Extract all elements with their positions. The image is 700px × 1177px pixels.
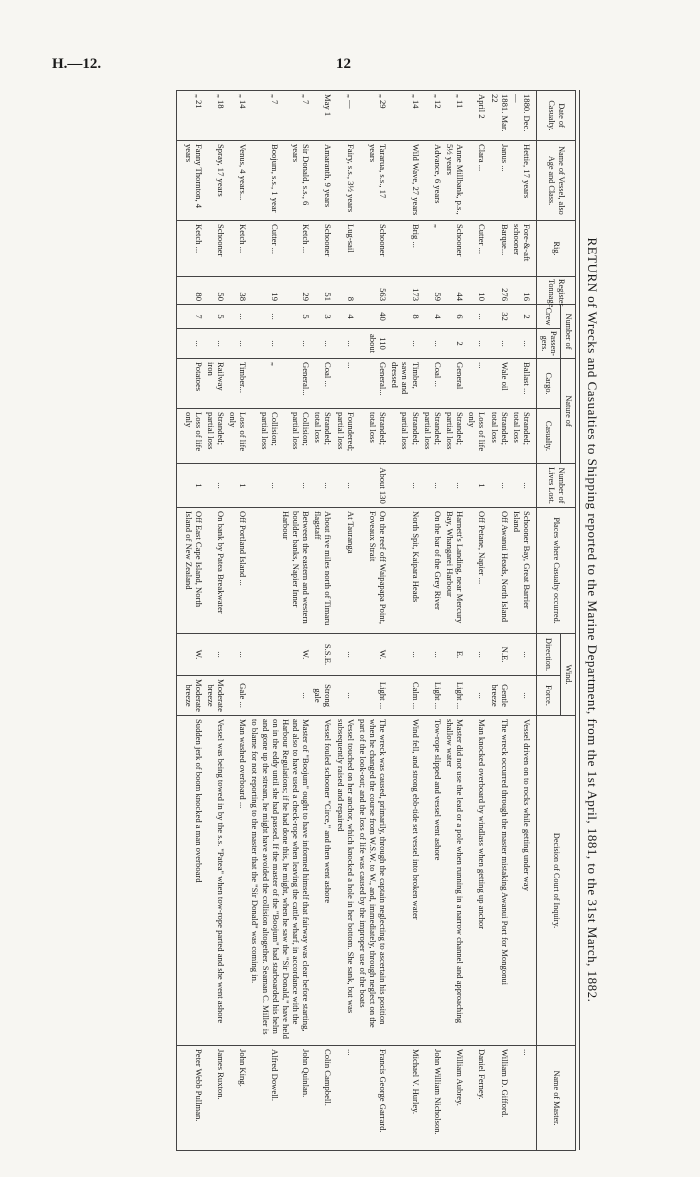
cell-decision: Wind fell, and strong ebb-tide set vessel into broken water: [389, 716, 421, 1046]
cell-tonnage: 19: [249, 277, 280, 305]
cell-direction: ...: [422, 634, 444, 676]
header-cargo: Cargo.: [536, 359, 560, 409]
cell-decision: Vessel touched on her anchor, which knocked a hole in her bottom. She sank, but was subsequently raised and repaired: [334, 716, 356, 1046]
table-row: [312, 91, 334, 1151]
cell-force: Light ...: [357, 676, 389, 716]
cell-cargo: Coal ...: [312, 359, 334, 409]
cell-tonnage: 8: [334, 277, 356, 305]
cell-cargo: General...: [357, 359, 389, 409]
cell-master: ...: [334, 1046, 356, 1151]
cell-name: Anne Millbank, p.s., 5½ years: [444, 141, 466, 221]
table-title: RETURN of Wrecks and Casualties to Shipping reported to the Marine Department, from the 1st April, 1881, to the 31st March, 1882.: [579, 90, 600, 1150]
cell-tonnage: 51: [312, 277, 334, 305]
header-wind: Wind.: [561, 634, 576, 716]
cell-cargo: „: [249, 359, 280, 409]
cell-master: Francis George Garrard.: [357, 1046, 389, 1151]
cell-lives: ...: [205, 464, 227, 508]
cell-crew: 32: [488, 305, 510, 329]
cell-cargo: General...: [281, 359, 312, 409]
cell-passengers: 110 about: [357, 329, 389, 359]
cell-date: „ 7: [281, 91, 312, 141]
cell-crew: 6: [444, 305, 466, 329]
cell-lives: ...: [389, 464, 421, 508]
cell-crew: ...: [249, 305, 280, 329]
cell-decision: The wreck occurred through the master mistaking Awanui Port for Mongonui: [488, 716, 510, 1046]
cell-tonnage: 563: [357, 277, 389, 305]
cell-direction: N.E.: [488, 634, 510, 676]
cell-casualty: Loss of life only: [227, 409, 249, 464]
cell-rig: Schooner: [357, 221, 389, 277]
cell-cargo: Ballast ...: [511, 359, 537, 409]
cell-name: Sir Donald, s.s., 6 years: [281, 141, 312, 221]
table-row: [227, 91, 249, 1151]
cell-name: Fanny Thornton, 4 years: [177, 141, 205, 221]
cell-master: Peter Webb Pullman.: [177, 1046, 205, 1151]
table-row: [511, 91, 537, 1151]
wrecks-table: [176, 90, 576, 1151]
cell-decision: Vessel was being towed in by the s.s. "Patea" when tow-rope parted and she went ashore: [205, 716, 227, 1046]
cell-force: Light ...: [444, 676, 466, 716]
cell-place: About five miles north of Timaru flagstaff: [312, 508, 334, 634]
cell-date: April 2: [466, 91, 488, 141]
cell-master: Michael V. Hurley.: [389, 1046, 421, 1151]
cell-rig: „: [422, 221, 444, 277]
cell-rig: Fore-&-aft schooner: [511, 221, 537, 277]
cell-crew: 3: [312, 305, 334, 329]
cell-master: John Quinlan.: [281, 1046, 312, 1151]
cell-tonnage: 80: [177, 277, 205, 305]
cell-tonnage: 38: [227, 277, 249, 305]
cell-direction: ...: [334, 634, 356, 676]
header-passengers: Passen-gers.: [536, 329, 560, 359]
cell-rig: Lug-sail: [334, 221, 356, 277]
cell-lives: 1: [466, 464, 488, 508]
cell-decision: The wreck was caused, primarily, through the captain neglecting to ascertain his position when he changed the course from W.S.W. to W., and, immediately, through neglect on the part of the look-out; and the loss of life was caused by the improper use of the boats: [357, 716, 389, 1046]
cell-place: On the reef off Waipapapa Point, Foveaux Strait: [357, 508, 389, 634]
cell-force: ...: [511, 676, 537, 716]
cell-crew: 5: [281, 305, 312, 329]
cell-rig: Schooner: [205, 221, 227, 277]
cell-lives: About 130: [357, 464, 389, 508]
cell-direction: W.: [357, 634, 389, 676]
table-row: [281, 91, 312, 1151]
cell-tonnage: 59: [422, 277, 444, 305]
cell-cargo: Potatoes: [177, 359, 205, 409]
cell-lives: 1: [227, 464, 249, 508]
cell-lives: ...: [281, 464, 312, 508]
cell-name: Hettie, 17 years: [511, 141, 537, 221]
cell-force: Light ...: [422, 676, 444, 716]
cell-casualty: Stranded; partial loss: [205, 409, 227, 464]
cell-tonnage: 173: [389, 277, 421, 305]
cell-rig: Schooner: [444, 221, 466, 277]
cell-name: Janus ...: [488, 141, 510, 221]
cell-force: ...: [466, 676, 488, 716]
cell-passengers: ...: [488, 329, 510, 359]
cell-place: North Spit, Kaipara Heads: [389, 508, 421, 634]
table-row: [334, 91, 356, 1151]
cell-date: „ —: [334, 91, 356, 141]
cell-lives: ...: [444, 464, 466, 508]
cell-tonnage: 276: [488, 277, 510, 305]
header-number-of: Number of: [561, 305, 576, 359]
cell-casualty: Loss of life only: [177, 409, 205, 464]
cell-decision: Vessel fouled schooner "Circe," and then went ashore: [312, 716, 334, 1046]
cell-name: Clara ...: [466, 141, 488, 221]
table-row: [444, 91, 466, 1151]
cell-direction: E.: [444, 634, 466, 676]
cell-decision: Man knocked overboard by windlass when getting up anchor: [466, 716, 488, 1046]
page-number: 12: [336, 56, 351, 72]
cell-casualty: Stranded; total loss: [357, 409, 389, 464]
cell-cargo: ...: [466, 359, 488, 409]
header-place: Places where Casualty occurred.: [536, 508, 575, 634]
cell-place: Schooner Bay, Great Barrier Island: [511, 508, 537, 634]
cell-decision: Master of "Boojum" ought to have informed himself that fairway was clear before starting, and also to have used a check-rope when leaving the cattle wharf, in accordance with the Harbour Regulations; if he had done this, he might, when he saw the "Sir Donald," have held on in the eddy until she had passed. If the master of the "Boojum" had starboarded his helm and gone up the stream, he might have avoided the collision altogether. Seaman C. Miller is to blame for not reporting to the master that the "Sir Donald" was coming in.: [249, 716, 312, 1046]
cell-lives: ...: [312, 464, 334, 508]
cell-place: Off East Cape Island, North Island of New Zealand: [177, 508, 205, 634]
cell-passengers: ...: [205, 329, 227, 359]
cell-direction: ...: [389, 634, 421, 676]
cell-cargo: Railway iron: [205, 359, 227, 409]
cell-decision: Tow-rope slipped and vessel went ashore: [422, 716, 444, 1046]
header-lives-lost: Number of Lives Lost.: [536, 464, 575, 508]
cell-cargo: ...: [334, 359, 356, 409]
cell-passengers: ...: [422, 329, 444, 359]
cell-casualty: Collision; partial loss: [281, 409, 312, 464]
cell-tonnage: 44: [444, 277, 466, 305]
header-crew: Crew: [536, 305, 560, 329]
cell-crew: 2: [511, 305, 537, 329]
cell-date: „ 14: [227, 91, 249, 141]
cell-rig: Ketch ...: [227, 221, 249, 277]
cell-cargo: Wale oil: [488, 359, 510, 409]
cell-lives: 1: [177, 464, 205, 508]
cell-passengers: ...: [177, 329, 205, 359]
table-row: [205, 91, 227, 1151]
cell-lives: ...: [422, 464, 444, 508]
cell-decision: Man washed overboard ...: [227, 716, 249, 1046]
cell-cargo: Timber...: [227, 359, 249, 409]
cell-crew: 7: [177, 305, 205, 329]
header-nature-of: Nature of: [561, 359, 576, 464]
cell-place: Off Awanui Heads, North Island: [488, 508, 510, 634]
cell-date: 1881. Mar. 22: [488, 91, 510, 141]
cell-force: ...: [334, 676, 356, 716]
cell-cargo: Timber, sawn and dressed: [389, 359, 421, 409]
cell-name: Amaranth, 9 years: [312, 141, 334, 221]
cell-name: Venus, 4 years...: [227, 141, 249, 221]
table-row: [357, 91, 389, 1151]
header-tonnage: Register Tonnage.: [536, 277, 575, 305]
cell-name: Tararua, s.s., 17 years: [357, 141, 389, 221]
cell-master: James Ruxton.: [205, 1046, 227, 1151]
header-direction: Direction.: [536, 634, 560, 676]
cell-date: „ 14: [389, 91, 421, 141]
cell-casualty: Stranded; partial loss: [444, 409, 466, 464]
cell-master: Alfred Dowell.: [249, 1046, 280, 1151]
cell-direction: ...: [511, 634, 537, 676]
cell-place: On the bar of the Grey River: [422, 508, 444, 634]
cell-direction: ...: [205, 634, 227, 676]
cell-tonnage: 29: [281, 277, 312, 305]
cell-casualty: Foundered; partial loss: [334, 409, 356, 464]
cell-passengers: ...: [312, 329, 334, 359]
table-row: [466, 91, 488, 1151]
cell-direction: W.: [249, 634, 312, 676]
cell-direction: W.: [177, 634, 205, 676]
cell-name: Fairy, s.s., 3½ years: [334, 141, 356, 221]
cell-direction: ...: [227, 634, 249, 676]
header-date: Date of Casualty.: [536, 91, 575, 141]
cell-master: William D. Gifford.: [488, 1046, 510, 1151]
cell-tonnage: 10: [466, 277, 488, 305]
table-row: [389, 91, 421, 1151]
cell-force: Gentle breeze: [488, 676, 510, 716]
cell-date: „ 11: [444, 91, 466, 141]
cell-master: Colin Campbell.: [312, 1046, 334, 1151]
cell-rig: Brig ...: [389, 221, 421, 277]
cell-cargo: Coal ...: [422, 359, 444, 409]
cell-decision: Vessel driven on to rocks while getting under way: [511, 716, 537, 1046]
cell-date: 1880. Dec. —: [511, 91, 537, 141]
cell-tonnage: 16: [511, 277, 537, 305]
cell-passengers: ...: [511, 329, 537, 359]
cell-rig: Cutter ...: [466, 221, 488, 277]
cell-passengers: ...: [281, 329, 312, 359]
table-row: [422, 91, 444, 1151]
cell-master: John King.: [227, 1046, 249, 1151]
header-rig: Rig.: [536, 221, 575, 277]
header-decision: Decision of Court of Inquiry.: [536, 716, 575, 1046]
cell-name: Boojum, s.s., 1 year: [249, 141, 280, 221]
cell-force: Moderate breeze: [205, 676, 227, 716]
cell-place: At Tauranga: [334, 508, 356, 634]
cell-master: Daniel Ferney.: [466, 1046, 488, 1151]
cell-name: Spray, 17 years: [205, 141, 227, 221]
cell-crew: 40: [357, 305, 389, 329]
cell-force: Gale ...: [227, 676, 249, 716]
cell-rig: Ketch ...: [177, 221, 205, 277]
table-row: [177, 91, 205, 1151]
cell-date: „ 7: [249, 91, 280, 141]
cell-tonnage: 50: [205, 277, 227, 305]
cell-place: Harnett's Landing, near Mercury Bay, Whangarei Harbour: [444, 508, 466, 634]
cell-master: ...: [511, 1046, 537, 1151]
header-casualty: Casualty.: [536, 409, 560, 464]
cell-lives: ...: [334, 464, 356, 508]
cell-casualty: Stranded; partial loss: [422, 409, 444, 464]
cell-date: „ 12: [422, 91, 444, 141]
cell-rig: Cutter ...: [249, 221, 280, 277]
cell-lives: ...: [488, 464, 510, 508]
cell-name: Wild Wave, 27 years: [389, 141, 421, 221]
cell-date: „ 29: [357, 91, 389, 141]
cell-crew: 4: [334, 305, 356, 329]
cell-lives: ...: [249, 464, 280, 508]
cell-force: Calm ...: [389, 676, 421, 716]
cell-force: ...: [249, 676, 312, 716]
cell-lives: ...: [511, 464, 537, 508]
cell-rig: Ketch ...: [281, 221, 312, 277]
header-master: Name of Master.: [536, 1046, 575, 1151]
cell-place: Off Portland Island ...: [227, 508, 249, 634]
cell-casualty: Loss of life only: [466, 409, 488, 464]
cell-passengers: ...: [389, 329, 421, 359]
cell-force: Strong gale: [312, 676, 334, 716]
cell-passengers: ...: [249, 329, 280, 359]
cell-crew: 4: [422, 305, 444, 329]
cell-place: On bank by Patea Breakwater: [205, 508, 227, 634]
cell-casualty: Stranded; partial loss: [389, 409, 421, 464]
cell-casualty: Stranded; total loss: [312, 409, 334, 464]
header-force: Force.: [536, 676, 560, 716]
cell-date: „ 18: [205, 91, 227, 141]
cell-direction: S.S.E.: [312, 634, 334, 676]
cell-date: „ 21: [177, 91, 205, 141]
cell-place: Between the eastern and western boulder banks, Napier Inner Harbour: [249, 508, 312, 634]
cell-decision: Master did not use the lead or a pole when running in a narrow channel and approaching shallow water: [444, 716, 466, 1046]
cell-crew: ...: [466, 305, 488, 329]
cell-rig: Barque...: [488, 221, 510, 277]
cell-place: Off Petane, Napier ...: [466, 508, 488, 634]
table-row: [488, 91, 510, 1151]
header-name: Name of Vessel, also Age and Class.: [536, 141, 575, 221]
cell-passengers: ...: [334, 329, 356, 359]
cell-passengers: ...: [227, 329, 249, 359]
cell-passengers: 2: [444, 329, 466, 359]
cell-force: Moderate breeze: [177, 676, 205, 716]
cell-name: Advance, 6 years: [422, 141, 444, 221]
cell-decision: Sudden jerk of boom knocked a man overboard: [177, 716, 205, 1046]
cell-cargo: General: [444, 359, 466, 409]
cell-casualty: Collision; partial loss: [249, 409, 280, 464]
rotated-return-table: [20, 90, 600, 1150]
cell-master: William Aubrey.: [444, 1046, 466, 1151]
cell-direction: ...: [466, 634, 488, 676]
cell-date: May 1: [312, 91, 334, 141]
cell-master: John William Nicholson.: [422, 1046, 444, 1151]
cell-casualty: Stranded; total loss: [511, 409, 537, 464]
cell-passengers: ...: [466, 329, 488, 359]
cell-rig: Schooner: [312, 221, 334, 277]
page-reference: H.—12.: [52, 56, 102, 72]
cell-casualty: Stranded; total loss: [488, 409, 510, 464]
cell-crew: 8: [389, 305, 421, 329]
cell-crew: 5: [205, 305, 227, 329]
cell-crew: ...: [227, 305, 249, 329]
